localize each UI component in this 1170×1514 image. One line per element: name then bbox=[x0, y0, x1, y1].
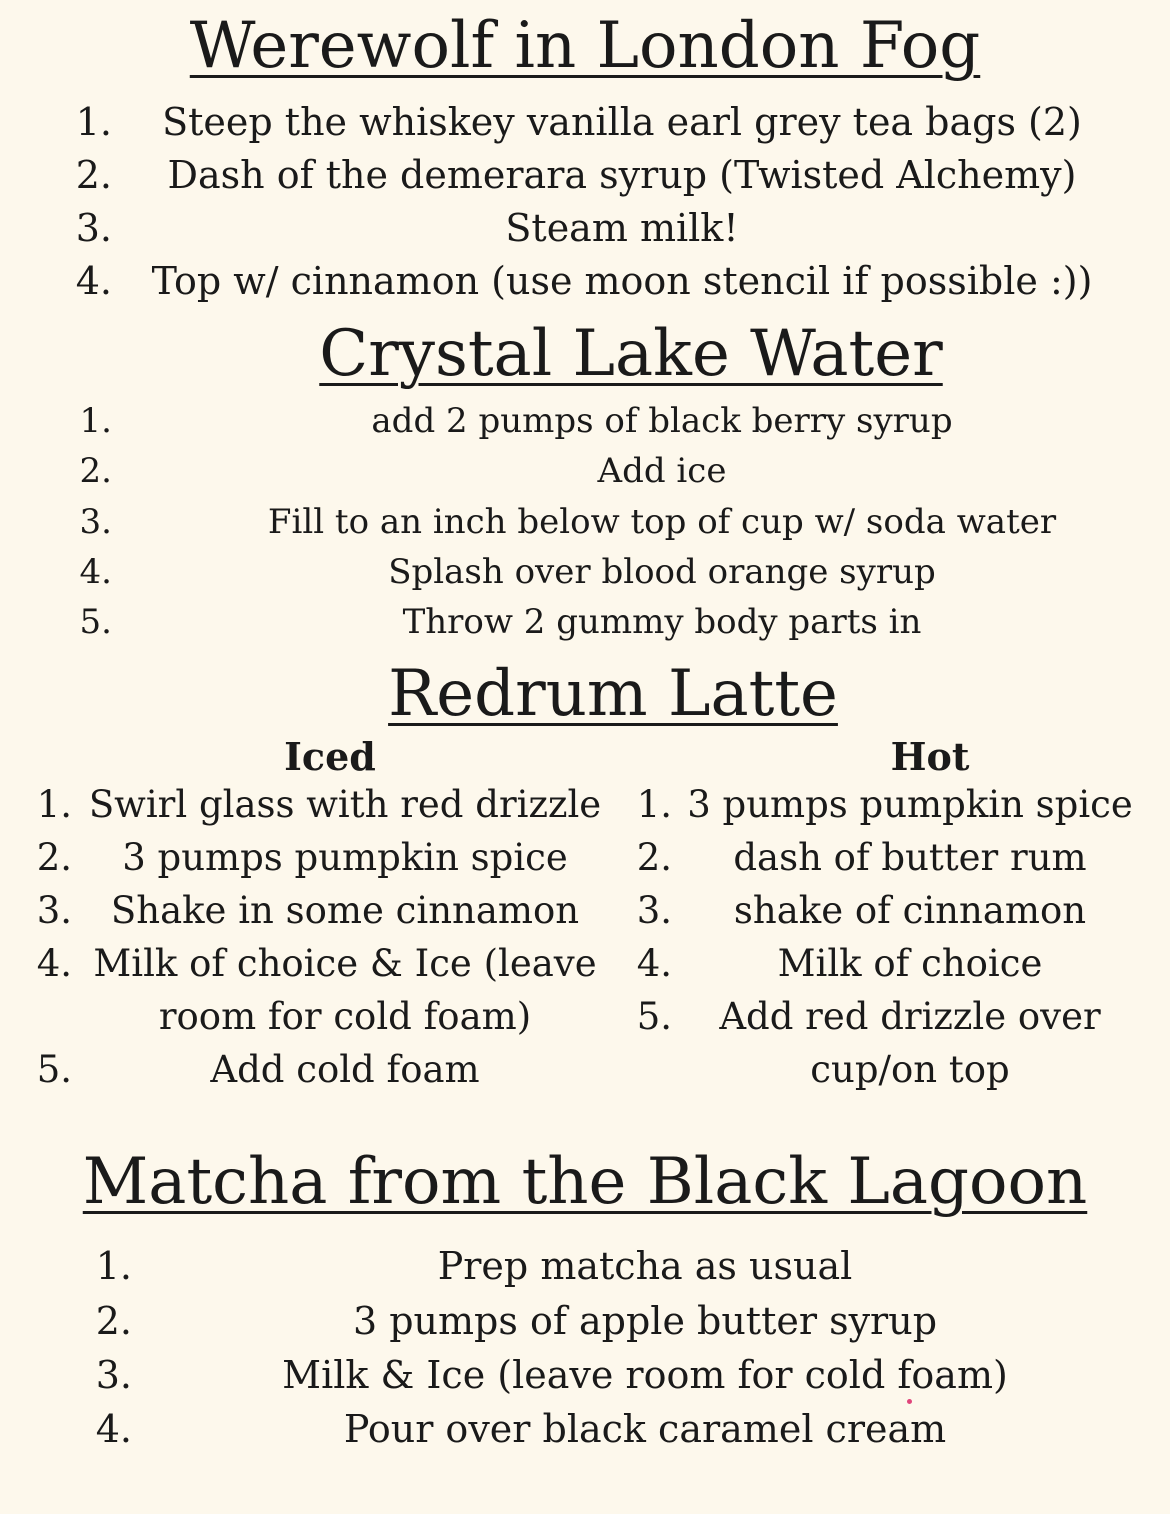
step-text: Add red drizzle over bbox=[719, 995, 1101, 1038]
step-number: 4. bbox=[79, 552, 112, 592]
step-text: Add cold foam bbox=[210, 1048, 480, 1091]
section-title-werewolf: Werewolf in London Fog bbox=[189, 9, 981, 83]
step-text-continued: cup/on top bbox=[810, 1048, 1010, 1091]
step-text: 3 pumps pumpkin spice bbox=[687, 783, 1133, 826]
step-number: 2. bbox=[95, 1299, 132, 1343]
step-text: Milk of choice bbox=[777, 942, 1043, 985]
step-number: 2. bbox=[75, 153, 112, 197]
step-text: dash of butter rum bbox=[733, 836, 1087, 879]
step-number: 3. bbox=[636, 889, 672, 932]
step-text: Milk & Ice (leave room for cold foam) bbox=[282, 1353, 1008, 1397]
step-number: 1. bbox=[75, 100, 112, 144]
step-text: Swirl glass with red drizzle bbox=[88, 783, 602, 826]
step-number: 4. bbox=[95, 1407, 132, 1451]
section-title-crystal: Crystal Lake Water bbox=[319, 317, 943, 391]
step-text: Dash of the demerara syrup (Twisted Alchemy) bbox=[167, 153, 1077, 197]
step-text: 3 pumps of apple butter syrup bbox=[352, 1299, 938, 1343]
step-number: 1. bbox=[636, 783, 672, 826]
step-number: 3. bbox=[75, 206, 112, 250]
step-text: Top w/ cinnamon (use moon stencil if possible :)) bbox=[151, 259, 1093, 303]
step-number: 3. bbox=[79, 502, 112, 542]
step-number: 2. bbox=[636, 836, 672, 879]
hot-heading: Hot bbox=[890, 734, 970, 779]
step-number: 2. bbox=[79, 451, 112, 491]
step-number: 3. bbox=[95, 1353, 132, 1397]
step-number: 1. bbox=[95, 1244, 132, 1288]
step-text: add 2 pumps of black berry syrup bbox=[371, 401, 953, 441]
section-title-redrum: Redrum Latte bbox=[388, 657, 838, 731]
step-number: 4. bbox=[36, 942, 72, 985]
step-text: shake of cinnamon bbox=[733, 889, 1087, 932]
step-text: Shake in some cinnamon bbox=[110, 889, 580, 932]
step-text: Steam milk! bbox=[505, 206, 739, 250]
step-number: 5. bbox=[636, 995, 672, 1038]
step-number: 5. bbox=[36, 1048, 72, 1091]
step-number: 4. bbox=[636, 942, 672, 985]
step-text: Add ice bbox=[597, 451, 727, 491]
step-text: Throw 2 gummy body parts in bbox=[402, 602, 922, 642]
step-text: 3 pumps pumpkin spice bbox=[122, 836, 568, 879]
step-number: 5. bbox=[79, 602, 112, 642]
step-text: Fill to an inch below top of cup w/ soda water bbox=[267, 502, 1057, 542]
pink-mark bbox=[907, 1399, 912, 1404]
step-text: Pour over black caramel cream bbox=[343, 1407, 947, 1451]
step-text: Prep matcha as usual bbox=[437, 1244, 853, 1288]
step-number: 1. bbox=[79, 401, 112, 441]
step-text-continued: room for cold foam) bbox=[158, 995, 532, 1038]
step-number: 4. bbox=[75, 259, 112, 303]
step-text: Steep the whiskey vanilla earl grey tea bags (2) bbox=[162, 100, 1082, 144]
step-text: Milk of choice & Ice (leave bbox=[93, 942, 597, 985]
section-title-matcha: Matcha from the Black Lagoon bbox=[82, 1145, 1088, 1219]
iced-heading: Iced bbox=[284, 734, 376, 779]
step-number: 3. bbox=[36, 889, 72, 932]
step-number: 1. bbox=[36, 783, 72, 826]
step-number: 2. bbox=[36, 836, 72, 879]
step-text: Splash over blood orange syrup bbox=[388, 552, 936, 592]
